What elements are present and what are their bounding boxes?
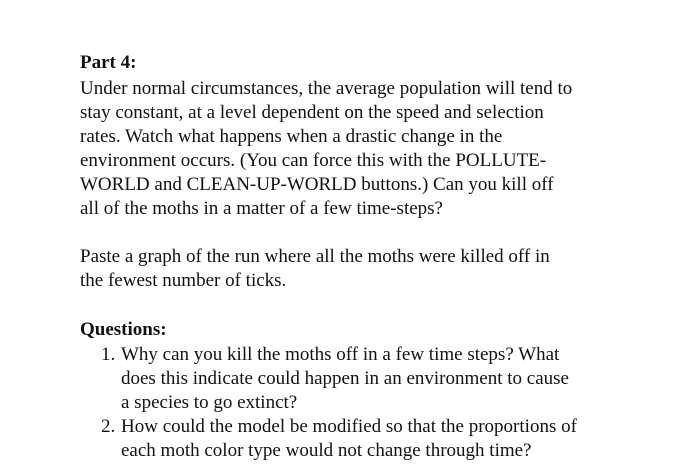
question-line: Why can you kill the moths off in a few time steps? What [121,344,560,365]
paragraph-line: stay constant, at a level dependent on the speed and selection [80,102,544,123]
paragraph-line: WORLD and CLEAN-UP-WORLD buttons.) Can you kill off [80,174,554,195]
paragraph-line: Under normal circumstances, the average population will tend to [80,78,573,99]
question-line: How could the model be modified so that the proportions of [121,416,577,437]
paragraph-line: the fewest number of ticks. [80,270,287,291]
paragraph-line: environment occurs. (You can force this with the POLLUTE- [80,150,547,171]
question-line: a species to go extinct? [121,392,298,413]
part-heading: Part 4: [80,52,137,73]
question-line: does this indicate could happen in an environment to cause [121,368,569,389]
question-number: 2. [101,416,116,437]
paragraph-line: all of the moths in a matter of a few time-steps? [80,198,443,219]
paragraph-line: rates. Watch what happens when a drastic change in the [80,126,503,147]
question-line: each moth color type would not change through time? [121,440,532,461]
question-number: 1. [101,344,116,365]
questions-heading: Questions: [80,319,167,340]
paragraph-line: Paste a graph of the run where all the moths were killed off in [80,246,550,267]
